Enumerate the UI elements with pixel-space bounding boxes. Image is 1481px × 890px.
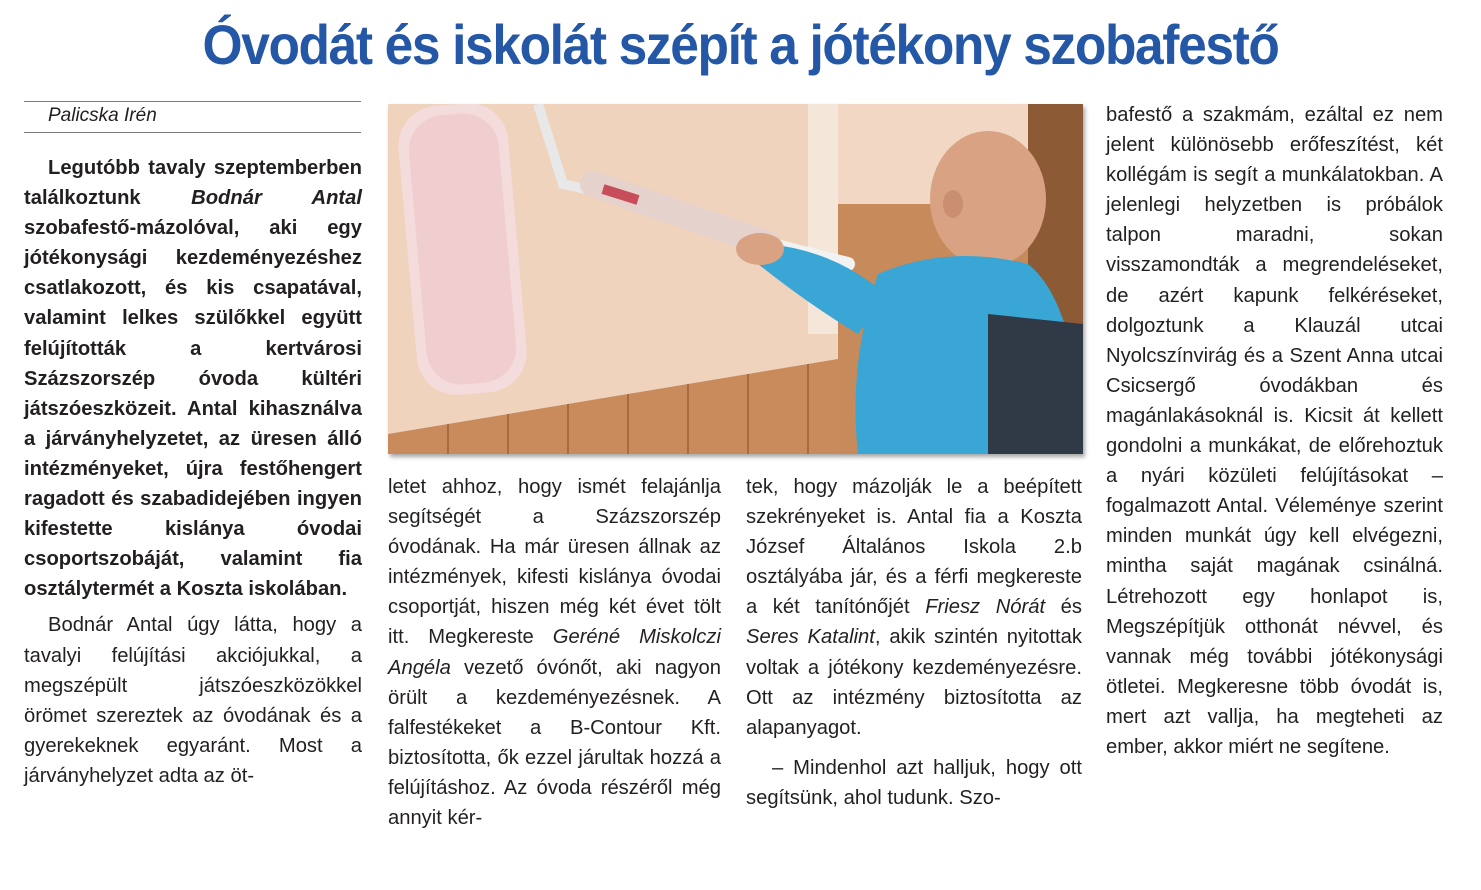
body-paragraph bbox=[388, 472, 721, 833]
body-text-cont: , akik szintén nyitottak voltak a jótékony kezdeményezésre. Ott az intézmény biztosította az alapanyagot. bbox=[746, 626, 1082, 739]
article-column-1 bbox=[24, 153, 362, 791]
article-photo bbox=[388, 104, 1083, 454]
headline: Óvodát és iskolát szépít a jótékony szobafestő bbox=[202, 13, 1279, 76]
body-text: tek, hogy mázolják le a beépített szekrényeket is. Antal fia a Koszta József Általános Iskola 2.b osztályába jár, és a férfi megkereste a két tanítónőjét bbox=[746, 476, 1082, 619]
byline-top-rule bbox=[24, 101, 361, 102]
byline: Palicska Irén bbox=[48, 105, 157, 126]
lead-paragraph bbox=[24, 153, 362, 604]
body-text-cont: vezető óvónőt, aki nagyon örült a kezdeményezésnek. A falfestékeket a B-Contour Kft. biztosította, ők ezzel járultak hozzá a felújításhoz. Az óvoda részéről még annyit kér- bbox=[388, 656, 721, 830]
article-column-4 bbox=[1106, 100, 1443, 762]
person-name: Geréné Miskolczi Angéla bbox=[388, 626, 721, 679]
quote-paragraph: – Mindenhol azt halljuk, hogy ott segítsünk, ahol tudunk. Szo- bbox=[746, 756, 1082, 809]
lead-name: Bodnár Antal bbox=[191, 187, 362, 210]
body-text-cont: és bbox=[1045, 596, 1082, 619]
lead-text: Legutóbb tavaly szeptemberben találkoztunk bbox=[24, 157, 362, 210]
article-column-3 bbox=[746, 472, 1082, 813]
lead-text-cont: szobafestő-mázolóval, aki egy jótékonysági kezdeményezéshez csatlakozott, és kis csapatával, valamint lelkes szülőkkel együtt felújították a kertvárosi Százszorszép óvoda kültéri játszóeszközeit. Antal kihasználva a járványhelyzetet, az üresen álló intézményeket, újra festőhengert ragadott és szabadidejében ingyen kifestette kislánya óvodai csoportszobáját, valamint fia osztálytermét a Koszta iskolában. bbox=[24, 217, 362, 601]
byline-bottom-rule bbox=[24, 132, 361, 133]
body-paragraph: Bodnár Antal úgy látta, hogy a tavalyi felújítási akciójukkal, a megszépült játszóeszközökkel örömet szereztek az óvodának és a gyerekeknek egyaránt. Most a járványhelyzet adta az öt- bbox=[24, 614, 362, 787]
body-paragraph bbox=[746, 472, 1082, 743]
body-text: letet ahhoz, hogy ismét felajánlja segítségét a Százszorszép óvodának. Ha már üresen állnak az intézmények, kifesti kislánya óvodai csoportját, hiszen még két évet tölt itt. Megkereste bbox=[388, 476, 721, 649]
person-name: Seres Katalint bbox=[746, 626, 875, 649]
person-name: Friesz Nórát bbox=[925, 596, 1046, 619]
body-paragraph: bafestő a szakmám, ezáltal ez nem jelent különösebb erőfeszítést, két kollégám is segít a munkálatokban. A jelenlegi helyzetben is próbálok talpon maradni, sokan visszamondták a megrendeléseket, de azért kapunk felkéréseket, dolgoztunk a Klauzál utcai Nyolcszínvirág és a Szent Anna utcai Csicsergő óvodákban és magánlakásoknál is. Kicsit át kellett gondolni a munkákat, de előrehoztuk a nyári közületi felújításokat – fogalmazott Antal. Véleménye szerint minden munkát úgy kell elvégezni, mintha saját magának csinálná. Létrehozott egy honlapot is, Megszépítjük otthonát névvel, és vannak még további jótékonysági ötletei. Megkeresne több óvodát is, mert azt vallja, ha megteheti az ember, akkor miért ne segítene. bbox=[1106, 104, 1443, 758]
article-column-2 bbox=[388, 472, 721, 833]
